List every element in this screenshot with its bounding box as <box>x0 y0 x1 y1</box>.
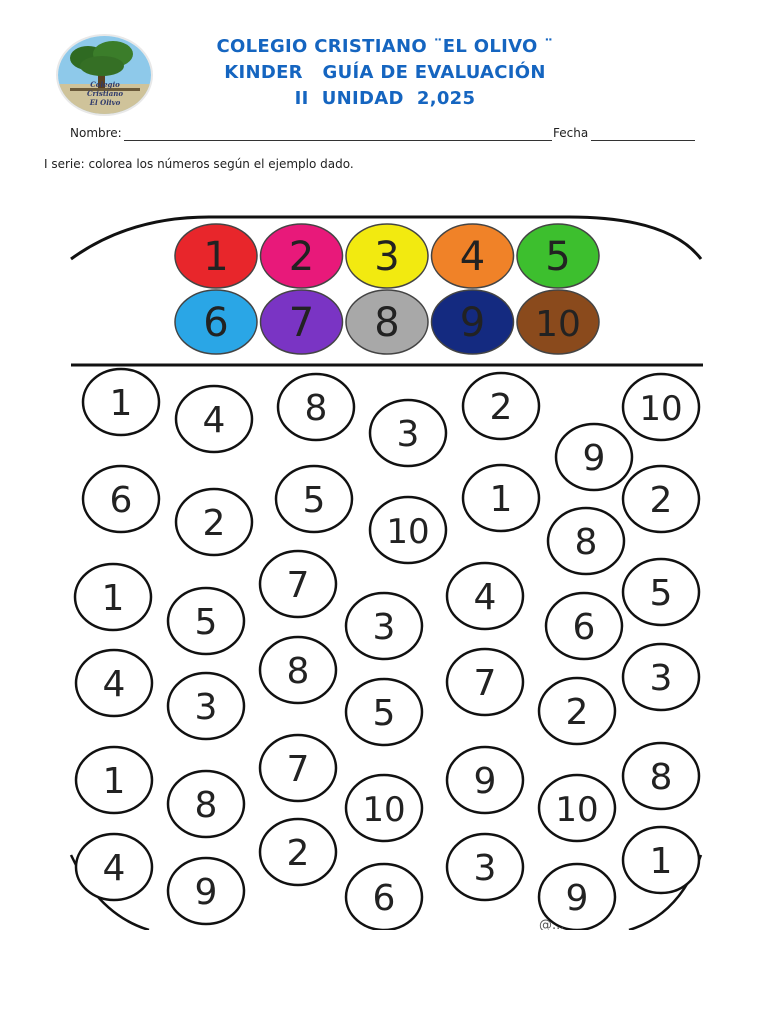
circle-number: 1 <box>489 479 513 520</box>
circle-number: 2 <box>202 503 226 544</box>
key-swatch-number: 6 <box>203 300 229 346</box>
circle-number: 1 <box>101 578 125 619</box>
number-circle-10[interactable] <box>346 775 422 841</box>
circle-number: 4 <box>102 848 126 889</box>
circle-number: 3 <box>194 687 218 728</box>
circle-number: 10 <box>555 790 599 830</box>
number-circle-4[interactable] <box>76 650 152 716</box>
number-circle-7[interactable] <box>447 649 523 715</box>
key-swatch-5 <box>517 224 599 288</box>
date-label: Fecha <box>553 126 589 140</box>
circle-number: 5 <box>194 602 218 643</box>
number-circle-5[interactable] <box>623 559 699 625</box>
number-circle-5[interactable] <box>346 679 422 745</box>
circle-number: 1 <box>649 841 673 882</box>
number-circle-7[interactable] <box>260 735 336 801</box>
number-circle-1[interactable] <box>75 564 151 630</box>
name-label: Nombre: <box>70 126 122 140</box>
circle-number: 2 <box>649 480 673 521</box>
circle-number: 3 <box>396 414 420 455</box>
circle-number: 9 <box>473 761 497 802</box>
number-circle-8[interactable] <box>260 637 336 703</box>
number-circle-5[interactable] <box>276 466 352 532</box>
number-circle-10[interactable] <box>539 775 615 841</box>
logo-text: Colegio Cristiano El Olivo <box>86 80 124 107</box>
key-swatch-3 <box>346 224 428 288</box>
number-circle-2[interactable] <box>623 466 699 532</box>
number-circle-6[interactable] <box>83 466 159 532</box>
circle-number: 2 <box>565 692 589 733</box>
number-circles <box>75 369 699 930</box>
number-circle-6[interactable] <box>346 864 422 930</box>
number-circle-1[interactable] <box>76 747 152 813</box>
circle-number: 7 <box>473 663 497 704</box>
circle-number: 6 <box>372 878 396 919</box>
date-field[interactable] <box>591 140 695 141</box>
key-swatch-number: 4 <box>459 234 486 280</box>
circle-number: 4 <box>202 400 226 441</box>
number-circle-7[interactable] <box>260 551 336 617</box>
circle-number: 6 <box>109 480 133 521</box>
key-swatch-number: 7 <box>288 300 315 346</box>
number-circle-8[interactable] <box>548 508 624 574</box>
circle-number: 8 <box>286 651 310 692</box>
key-swatch-1 <box>175 224 257 288</box>
circle-number: 9 <box>194 872 218 913</box>
number-circle-10[interactable] <box>370 497 446 563</box>
key-swatch-9 <box>432 290 514 354</box>
circle-number: 3 <box>649 658 673 699</box>
number-circle-5[interactable] <box>168 588 244 654</box>
number-circle-2[interactable] <box>260 819 336 885</box>
guide-title: KINDER GUÍA DE EVALUACIÓN <box>224 62 546 83</box>
number-circle-3[interactable] <box>623 644 699 710</box>
number-circle-2[interactable] <box>176 489 252 555</box>
key-swatch-number: 5 <box>545 234 571 280</box>
circle-number: 5 <box>302 480 326 521</box>
circle-number: 8 <box>649 757 673 798</box>
circle-number: 2 <box>286 833 310 874</box>
number-circle-4[interactable] <box>76 834 152 900</box>
key-swatch-7 <box>261 290 343 354</box>
circle-number: 8 <box>574 522 598 563</box>
circle-number: 8 <box>194 785 218 826</box>
coloring-worksheet <box>69 215 703 930</box>
number-circle-4[interactable] <box>176 386 252 452</box>
number-circle-8[interactable] <box>623 743 699 809</box>
key-swatch-6 <box>175 290 257 354</box>
circle-number: 4 <box>102 664 126 705</box>
number-circle-9[interactable] <box>556 424 632 490</box>
key-swatch-2 <box>261 224 343 288</box>
school-logo <box>58 36 151 114</box>
watermark: @... <box>539 918 565 930</box>
key-swatch-8 <box>346 290 428 354</box>
number-circle-8[interactable] <box>278 374 354 440</box>
number-circle-9[interactable] <box>447 747 523 813</box>
circle-number: 2 <box>489 387 513 428</box>
number-circle-9[interactable] <box>168 858 244 924</box>
name-field[interactable] <box>124 140 552 141</box>
number-circle-2[interactable] <box>539 678 615 744</box>
unit-title: II UNIDAD 2,025 <box>294 88 476 109</box>
number-circle-3[interactable] <box>168 673 244 739</box>
number-circle-1[interactable] <box>463 465 539 531</box>
number-circle-6[interactable] <box>546 593 622 659</box>
number-circle-4[interactable] <box>447 563 523 629</box>
circle-number: 10 <box>639 389 683 429</box>
number-circle-2[interactable] <box>463 373 539 439</box>
number-circle-10[interactable] <box>623 374 699 440</box>
key-swatch-number: 1 <box>203 234 229 280</box>
key-swatch-number: 3 <box>374 234 400 280</box>
number-circle-1[interactable] <box>623 827 699 893</box>
number-circle-3[interactable] <box>370 400 446 466</box>
circle-number: 5 <box>372 693 396 734</box>
circle-number: 10 <box>362 790 406 830</box>
number-circle-8[interactable] <box>168 771 244 837</box>
color-key <box>175 224 599 354</box>
circle-number: 7 <box>286 749 310 790</box>
school-title: COLEGIO CRISTIANO ¨EL OLIVO ¨ <box>216 36 554 57</box>
circle-number: 9 <box>582 438 606 479</box>
key-swatch-number: 8 <box>374 300 400 346</box>
key-swatch-4 <box>432 224 514 288</box>
number-circle-1[interactable] <box>83 369 159 435</box>
circle-number: 10 <box>386 512 430 552</box>
circle-number: 3 <box>372 607 396 648</box>
circle-number: 1 <box>109 383 133 424</box>
circle-number: 9 <box>565 878 589 919</box>
circle-number: 1 <box>102 761 126 802</box>
circle-number: 7 <box>286 565 310 606</box>
circle-number: 8 <box>304 388 328 429</box>
key-swatch-number: 2 <box>288 234 315 280</box>
circle-number: 6 <box>572 607 596 648</box>
circle-number: 4 <box>473 577 497 618</box>
page-header <box>160 34 610 112</box>
key-swatch-number: 9 <box>459 300 486 346</box>
key-swatch-number: 10 <box>535 304 581 345</box>
number-circle-3[interactable] <box>346 593 422 659</box>
number-circle-3[interactable] <box>447 834 523 900</box>
circle-number: 3 <box>473 848 497 889</box>
circle-number: 5 <box>649 573 673 614</box>
key-swatch-10 <box>517 290 599 354</box>
instruction-text: I serie: colorea los números según el ejemplo dado. <box>44 157 354 171</box>
worksheet-canvas <box>69 215 703 930</box>
